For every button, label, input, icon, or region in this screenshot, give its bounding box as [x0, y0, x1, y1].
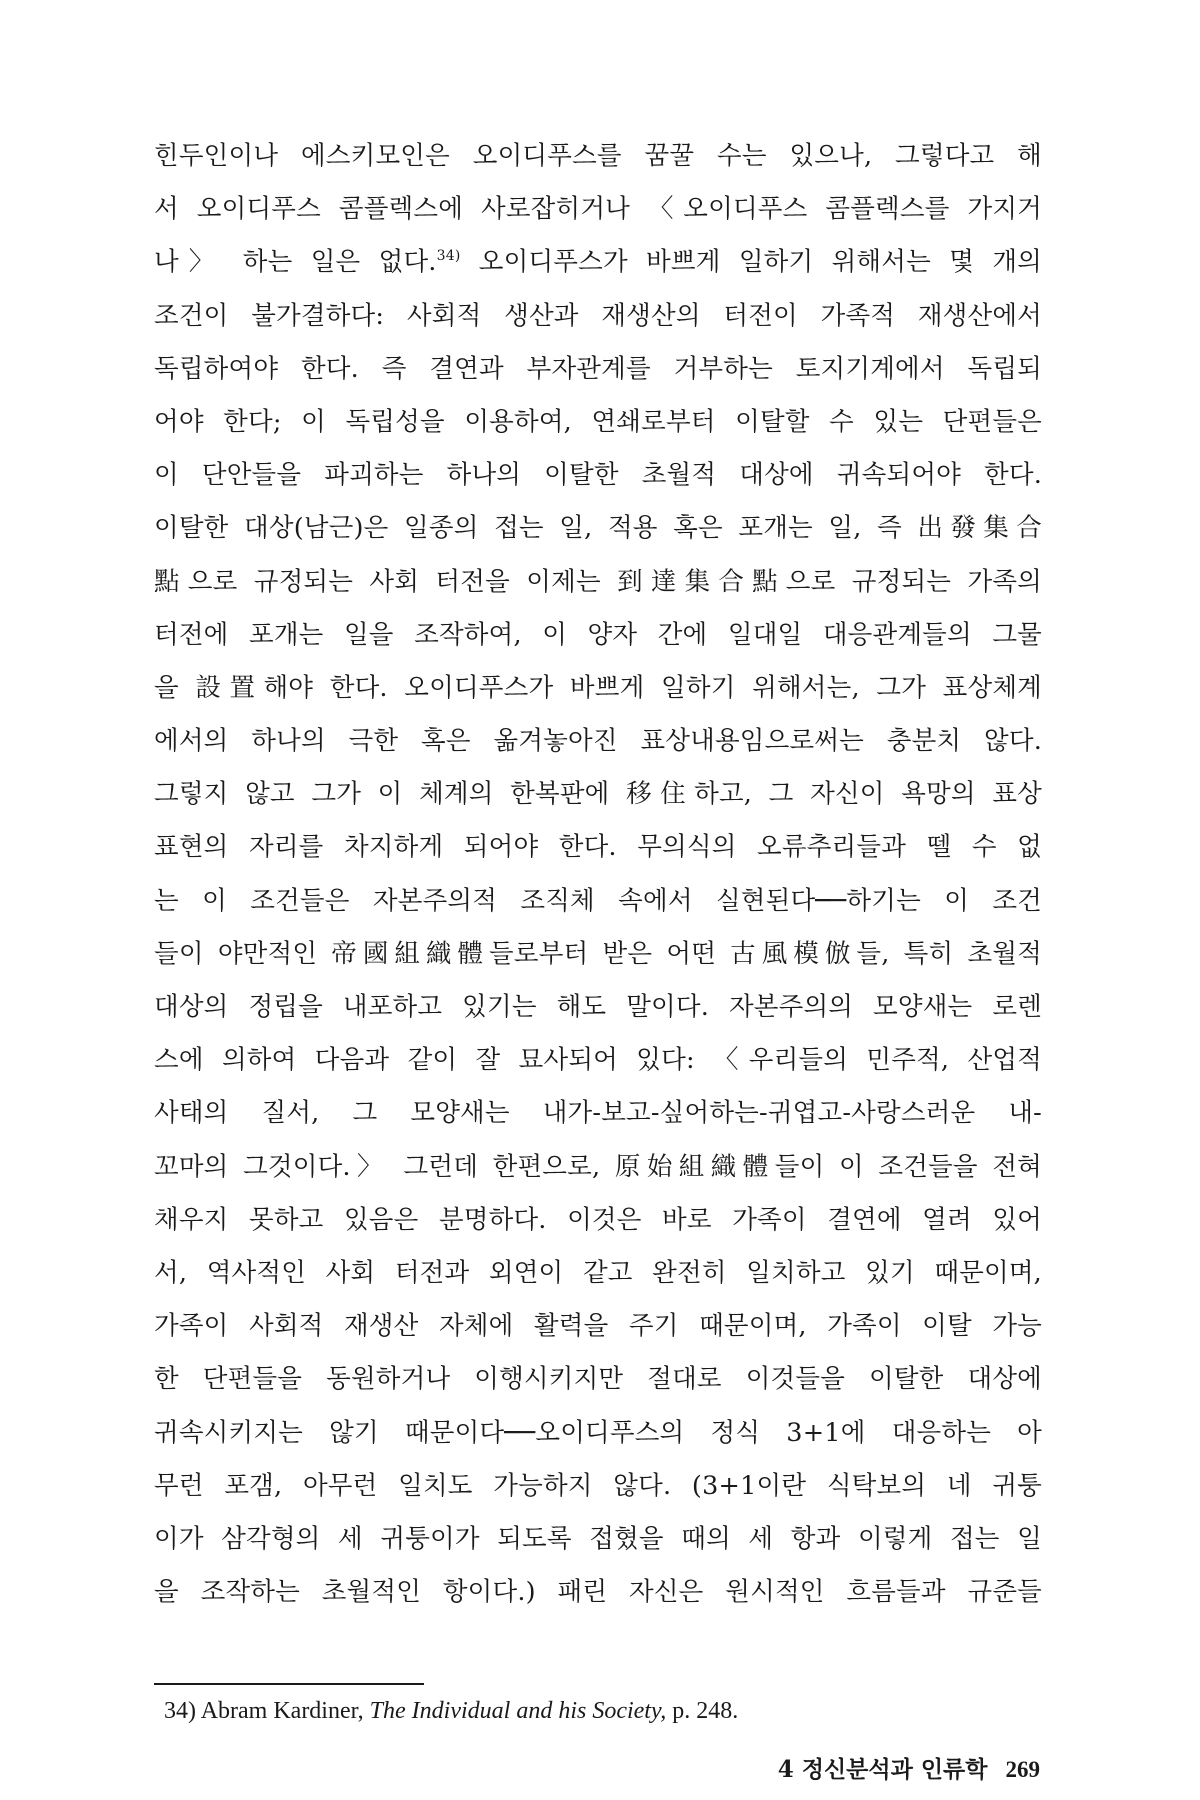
text-line: 을 設置해야 한다. 오이디푸스가 바쁘게 일하기 위해서는, 그가 표상체계 — [154, 672, 1042, 703]
text-segment: 나〉 하는 일은 없다. — [154, 247, 437, 278]
text-line: 표현의 자리를 차지하게 되어야 한다. 무의식의 오류추리들과 뗄 수 없 — [154, 832, 1042, 863]
text-line: 서 오이디푸스 콤플렉스에 사로잡히거나 〈오이디푸스 콤플렉스를 가지거 — [154, 194, 1042, 225]
text-line: 조건이 불가결하다: 사회적 생산과 재생산의 터전이 가족적 재생산에서 — [154, 300, 1042, 331]
text-line — [154, 236, 1042, 289]
running-footer — [778, 1753, 1040, 1787]
text-line: 꼬마의 그것이다.〉 그런데 한편으로, 原始組織體들이 이 조건들을 전혀 — [154, 1151, 1042, 1182]
text-line: 서, 역사적인 사회 터전과 외연이 같고 완전히 일치하고 있기 때문이며, — [154, 1257, 1042, 1288]
text-line: 터전에 포개는 일을 조작하여, 이 양자 간에 일대일 대응관계들의 그물 — [154, 619, 1042, 650]
text-line: 귀속시키지는 않기 때문이다──오이디푸스의 정식 3+1에 대응하는 아 — [154, 1417, 1042, 1448]
text-segment: 오이디푸스가 바쁘게 일하기 위해서는 몇 개의 — [460, 247, 1042, 278]
text-line: 대상의 정립을 내포하고 있기는 해도 말이다. 자본주의의 모양새는 로렌 — [154, 992, 1042, 1022]
text-line: 사태의 질서, 그 모양새는 내가-보고-싶어하는-귀엽고-사랑스러운 내- — [154, 1098, 1042, 1129]
text-line: 힌두인이나 에스키모인은 오이디푸스를 꿈꿀 수는 있으나, 그렇다고 해 — [154, 141, 1042, 171]
text-line: 한 단편들을 동원하거나 이행시키지만 절대로 이것들을 이탈한 대상에 — [154, 1364, 1042, 1395]
text-line: 는 이 조건들은 자본주의적 조직체 속에서 실현된다──하기는 이 조건 — [154, 885, 1042, 916]
footnote-divider — [154, 1683, 424, 1685]
text-line: 무런 포갬, 아무런 일치도 가능하지 않다. (3+1이란 식탁보의 네 귀퉁 — [154, 1470, 1042, 1501]
text-line: 에서의 하나의 극한 혹은 옮겨놓아진 표상내용임으로써는 충분치 않다. — [154, 726, 1042, 757]
text-line: 스에 의하여 다음과 같이 잘 묘사되어 있다: 〈우리들의 민주적, 산업적 — [154, 1045, 1042, 1076]
text-line: 어야 한다; 이 독립성을 이용하여, 연쇄로부터 이탈할 수 있는 단편들은 — [154, 406, 1042, 437]
footnote — [164, 1694, 738, 1728]
text-line: 들이 야만적인 帝國組織體들로부터 받은 어떤 古風模倣들, 특히 초월적 — [154, 938, 1042, 969]
text-line: 點으로 규정되는 사회 터전을 이제는 到達集合點으로 규정되는 가족의 — [154, 566, 1042, 597]
text-line: 가족이 사회적 재생산 자체에 활력을 주기 때문이며, 가족이 이탈 가능 — [154, 1311, 1042, 1342]
text-line: 이탈한 대상(남근)은 일종의 접는 일, 적용 혹은 포개는 일, 즉 出發集合 — [154, 513, 1042, 544]
text-line: 이 단안들을 파괴하는 하나의 이탈한 초월적 대상에 귀속되어야 한다. — [154, 460, 1042, 491]
footnote-author: Abram Kardiner, — [200, 1698, 364, 1724]
text-line: 독립하여야 한다. 즉 결연과 부자관계를 거부하는 토지기계에서 독립되 — [154, 353, 1042, 384]
footnote-title: The Individual and his Society, — [369, 1698, 667, 1724]
footnote-page: p. 248. — [672, 1698, 739, 1724]
body-text — [154, 130, 1042, 1619]
chapter-title: 4 정신분석과 인류학 — [777, 1756, 988, 1783]
footnote-marker: 34) — [436, 248, 461, 265]
page-number: 269 — [1005, 1757, 1040, 1782]
text-line: 채우지 못하고 있음은 분명하다. 이것은 바로 가족이 결연에 열려 있어 — [154, 1204, 1042, 1235]
text-line: 그렇지 않고 그가 이 체계의 한복판에 移住하고, 그 자신이 욕망의 표상 — [154, 779, 1042, 810]
footnote-number: 34) — [164, 1698, 196, 1724]
text-line: 이가 삼각형의 세 귀퉁이가 되도록 접혔을 때의 세 항과 이렇게 접는 일 — [154, 1523, 1042, 1554]
text-line: 을 조작하는 초월적인 항이다.) 패린 자신은 원시적인 흐름들과 규준들 — [154, 1577, 1042, 1608]
